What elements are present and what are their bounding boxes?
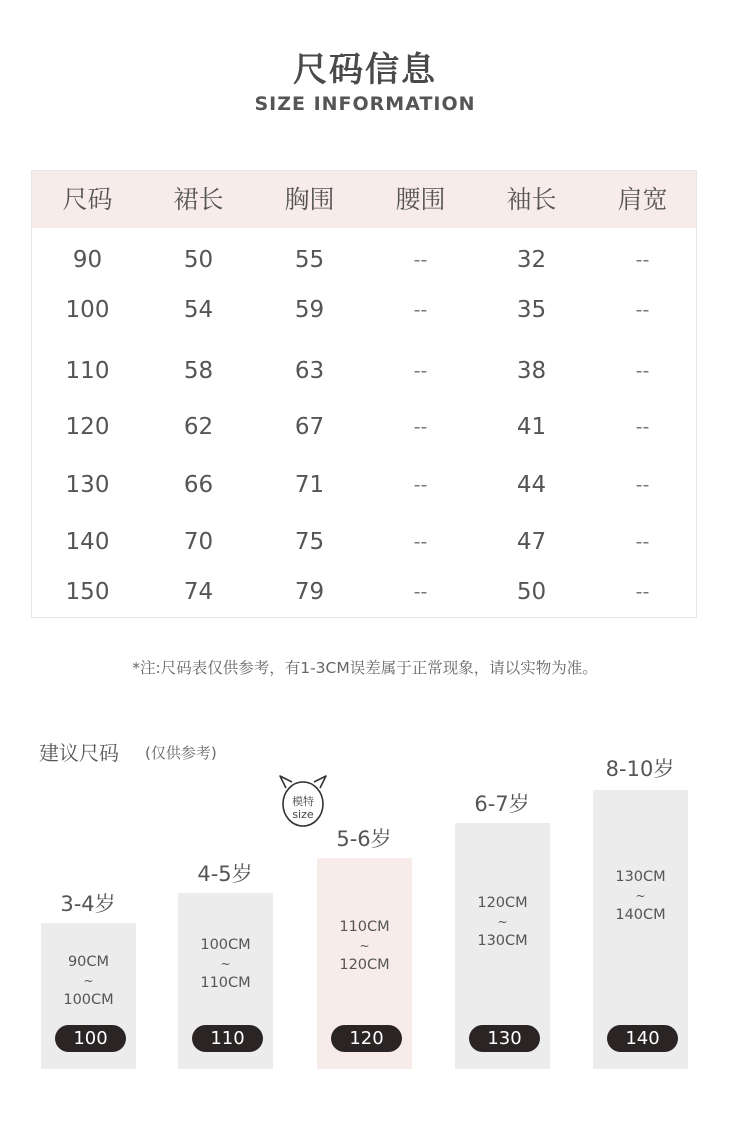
header-shoulder: 肩宽 [617,185,668,214]
range-separator: ~ [497,915,508,929]
size-table-header [32,171,696,228]
table-cell-sleeve: 35 [516,297,547,323]
height-range [41,953,136,1010]
badge-line-2: size [292,808,314,821]
height-range [317,918,412,975]
table-cell-shoulder: -- [635,360,650,382]
size-pill: 130 [469,1025,540,1052]
page-title: 尺码信息 [293,50,437,90]
table-cell-chest: 63 [294,358,325,384]
model-size-badge [274,770,332,830]
age-label: 4-5岁 [197,862,253,886]
age-label: 8-10岁 [605,757,675,781]
recommend-subtitle: (仅供参考) [145,744,217,762]
table-cell-waist: -- [413,360,428,382]
table-cell-shoulder: -- [635,474,650,496]
recommend-title: 建议尺码 [39,741,119,765]
size-pill: 110 [192,1025,263,1052]
table-cell-waist: -- [413,531,428,553]
table-cell-waist: -- [413,299,428,321]
table-cell-shoulder: -- [635,531,650,553]
table-cell-size: 130 [65,472,110,498]
age-label: 5-6岁 [336,827,392,851]
range-min: 90CM [67,954,110,970]
disclaimer-note: *注:尺码表仅供参考，有1-3CM误差属于正常现象，请以实物为准。 [132,659,598,677]
table-cell-chest: 75 [294,529,325,555]
table-cell-chest: 59 [294,297,325,323]
range-max: 130CM [477,933,528,949]
range-min: 130CM [615,869,666,885]
size-pill: 140 [607,1025,678,1052]
table-cell-shoulder: -- [635,581,650,603]
table-cell-waist: -- [413,249,428,271]
age-label: 6-7岁 [474,792,530,816]
size-pill: 100 [55,1025,126,1052]
range-separator: ~ [220,957,231,971]
table-cell-skirt-length: 62 [183,414,214,440]
table-cell-shoulder: -- [635,249,650,271]
range-separator: ~ [635,889,646,903]
size-table [31,170,697,618]
height-range [178,936,273,993]
table-cell-skirt-length: 74 [183,579,214,605]
range-min: 100CM [200,937,251,953]
table-cell-size: 140 [65,529,110,555]
table-cell-size: 120 [65,414,110,440]
range-max: 100CM [63,992,114,1008]
page-subtitle: SIZE INFORMATION [254,93,476,115]
table-cell-sleeve: 50 [516,579,547,605]
table-cell-shoulder: -- [635,299,650,321]
size-card [317,858,412,1069]
table-cell-skirt-length: 66 [183,472,214,498]
height-range [455,894,550,951]
height-range [593,868,688,925]
table-cell-sleeve: 32 [516,247,547,273]
header-chest: 胸围 [284,185,335,214]
table-cell-sleeve: 38 [516,358,547,384]
table-cell-size: 90 [72,247,103,273]
range-max: 110CM [200,975,251,991]
table-cell-sleeve: 47 [516,529,547,555]
table-cell-size: 150 [65,579,110,605]
table-cell-skirt-length: 58 [183,358,214,384]
size-card [178,893,273,1069]
table-cell-waist: -- [413,581,428,603]
header-size: 尺码 [62,185,113,214]
range-separator: ~ [359,939,370,953]
badge-line-1: 模特 [292,795,314,808]
size-card [455,823,550,1069]
range-max: 120CM [339,957,390,973]
range-max: 140CM [615,907,666,923]
table-cell-size: 100 [65,297,110,323]
age-label: 3-4岁 [60,892,116,916]
range-separator: ~ [83,974,94,988]
range-min: 110CM [339,919,390,935]
table-cell-size: 110 [65,358,110,384]
header-sleeve: 袖长 [506,185,557,214]
range-min: 120CM [477,895,528,911]
size-pill: 120 [331,1025,402,1052]
table-cell-chest: 67 [294,414,325,440]
table-cell-skirt-length: 54 [183,297,214,323]
table-cell-sleeve: 44 [516,472,547,498]
size-card [41,923,136,1069]
size-card [593,790,688,1069]
table-cell-waist: -- [413,416,428,438]
table-cell-sleeve: 41 [516,414,547,440]
header-waist: 腰围 [395,185,446,214]
table-cell-shoulder: -- [635,416,650,438]
table-cell-skirt-length: 70 [183,529,214,555]
table-cell-skirt-length: 50 [183,247,214,273]
header-skirt-length: 裙长 [173,185,224,214]
table-cell-waist: -- [413,474,428,496]
table-cell-chest: 55 [294,247,325,273]
table-cell-chest: 71 [294,472,325,498]
table-cell-chest: 79 [294,579,325,605]
